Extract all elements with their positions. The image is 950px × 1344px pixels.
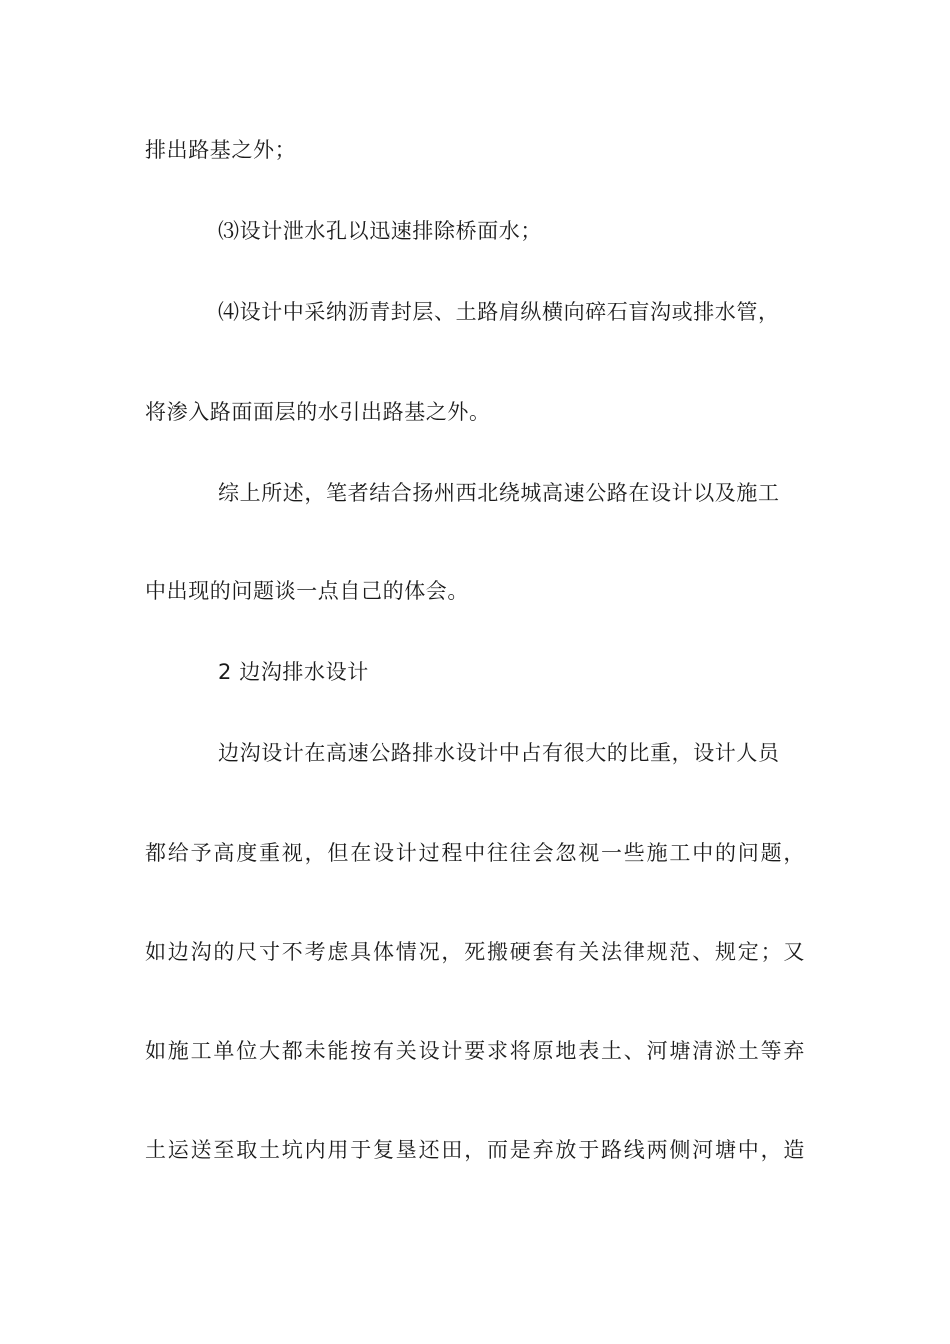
text-line-3: ⑷设计中采纳沥青封层、土路肩纵横向碎石盲沟或排水管， xyxy=(218,300,780,324)
text-line-10: 如边沟的尺寸不考虑具体情况，死搬硬套有关法律规范、规定；又 xyxy=(145,940,805,964)
section-heading: 2 边沟排水设计 xyxy=(218,660,369,684)
text-line-1: 排出路基之外； xyxy=(145,138,297,162)
text-line-6: 中出现的问题谈一点自己的体会。 xyxy=(145,579,469,603)
text-line-11: 如施工单位大都未能按有关设计要求将原地表土、河塘清淤土等弃 xyxy=(145,1039,805,1063)
text-line-8: 边沟设计在高速公路排水设计中占有很大的比重，设计人员 xyxy=(218,741,780,765)
text-line-2: ⑶设计泄水孔以迅速排除桥面水； xyxy=(218,219,542,243)
text-line-5: 综上所述，笔者结合扬州西北绕城高速公路在设计以及施工 xyxy=(218,481,780,505)
text-line-4: 将渗入路面面层的水引出路基之外。 xyxy=(145,400,491,424)
text-line-9: 都给予高度重视，但在设计过程中往往会忽视一些施工中的问题， xyxy=(145,841,805,865)
text-line-12: 土运送至取土坑内用于复垦还田，而是弃放于路线两侧河塘中，造 xyxy=(145,1138,805,1162)
